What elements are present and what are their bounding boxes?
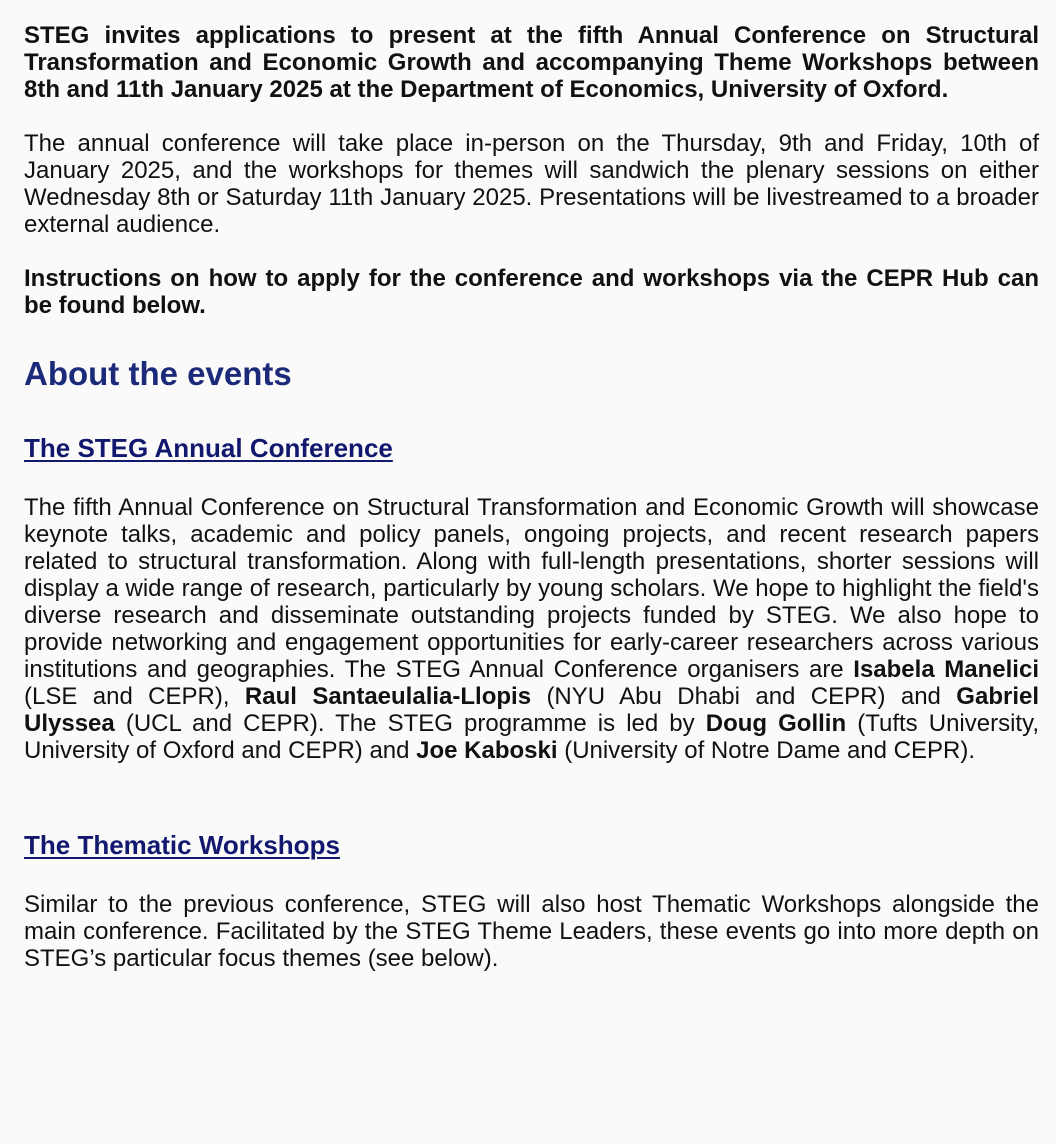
organiser-affiliation: (NYU Abu Dhabi and CEPR) and	[531, 683, 957, 710]
programme-lead-name: Joe Kaboski	[416, 737, 558, 764]
about-events-heading: About the events	[24, 355, 292, 392]
organiser-affiliation: (LSE and CEPR),	[24, 683, 245, 710]
article-body	[24, 22, 1039, 972]
programme-lead-affiliation: (Tufts University, University of Oxford and CEPR) and	[24, 710, 1039, 764]
annual-conference-link[interactable]: The STEG Annual Conference	[24, 433, 393, 463]
conference-text: The fifth Annual Conference on Structural Transformation and Economic Growth will showcase keynote talks, academic and policy panels, ongoing projects, and recent research papers related to structural transformation. Along with full-length presentations, shorter sessions will display a wide range of research, particularly by young scholars. We hope to highlight the field's diverse research and disseminate outstanding projects funded by STEG. We also hope to provide networking and engagement opportunities for early-career researchers across various institutions and geographies. The STEG Annual Conference organisers are	[24, 494, 1039, 683]
application-instructions-paragraph: Instructions on how to apply for the conference and workshops via the CEPR Hub can be found below.	[24, 265, 1039, 319]
organiser-affiliation: (UCL and CEPR). The STEG programme is led by	[114, 710, 706, 737]
organiser-name: Isabela Manelici	[853, 656, 1039, 683]
thematic-workshops-heading	[24, 830, 1039, 860]
annual-conference-dates-paragraph: The annual conference will take place in-person on the Thursday, 9th and Friday, 10th of January 2025, and the workshops for themes will sandwich the plenary sessions on either Wednesday 8th or Saturday 11th January 2025. Presentations will be livestreamed to a broader external audience.	[24, 130, 1039, 238]
organiser-name: Gabriel Ulyssea	[24, 683, 1039, 737]
annual-conference-heading	[24, 433, 1039, 463]
programme-lead-name: Doug Gollin	[705, 710, 847, 737]
organiser-name: Raul Santaeulalia-Llopis	[244, 683, 532, 710]
thematic-workshops-description: Similar to the previous conference, STEG will also host Thematic Workshops alongside the main conference. Facilitated by the STEG Theme Leaders, these events go into more depth on STEG’s particular focus themes (see below).	[24, 891, 1039, 972]
thematic-workshops-link[interactable]: The Thematic Workshops	[24, 830, 340, 860]
annual-conference-description	[24, 494, 1039, 764]
intro-paragraph: STEG invites applications to present at the fifth Annual Conference on Structural Transformation and Economic Growth and accompanying Theme Workshops between 8th and 11th January 2025 at the Department of Economics, University of Oxford.	[24, 22, 1039, 103]
programme-lead-affiliation: (University of Notre Dame and CEPR).	[557, 737, 976, 764]
